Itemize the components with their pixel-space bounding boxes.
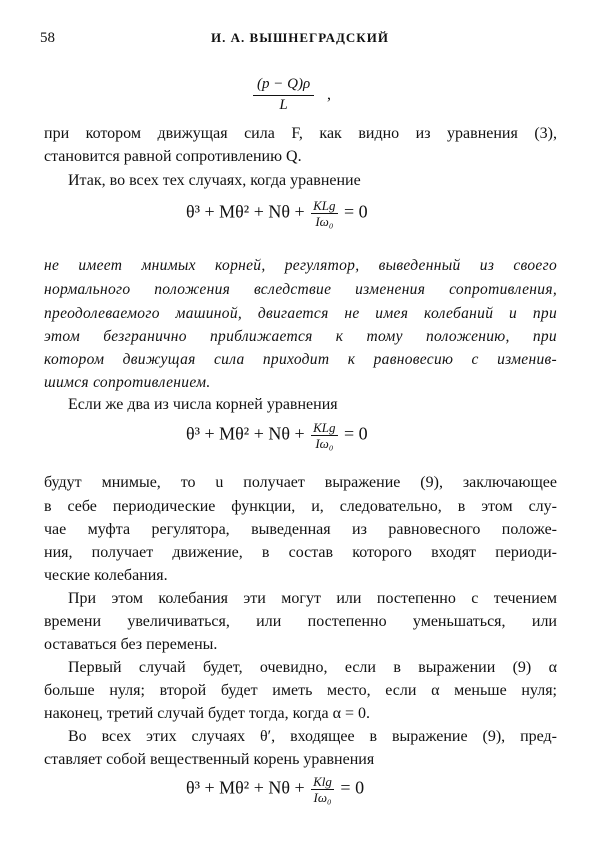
paragraph6-line2: времени увеличиваться, или постепенно уменьшаться, или [44,613,557,630]
equation-2-denominator: Iω₀ [315,436,334,451]
equation-1-denominator: Iω₀ [315,214,334,229]
paragraph5-line5: ческие колебания. [44,567,168,584]
paragraph3-line4: этом безгранично приближается к тому положению, при [44,328,557,345]
equation-3-rhs: = 0 [340,777,365,798]
paragraph6-line1: При этом колебания эти могут или постепенно с течением [68,590,557,607]
formula-top [253,76,314,114]
paragraph3-line6: шимся сопротивлением. [44,374,211,391]
equation-1-numerator: KLg [313,198,336,213]
equation-3 [186,774,364,805]
running-title: И. А. ВЫШНЕГРАДСКИЙ [211,30,389,45]
formula-top-comma: , [327,86,331,103]
paragraph7-line2: больше нуля; второй будет иметь место, если α меньше нуля; [44,682,557,699]
paragraph7-line3: наконец, третий случай будет тогда, когда α = 0. [44,705,370,722]
paragraph5-line1: будут мнимые, то u получает выражение (9), заключающее [44,474,557,491]
paragraph8-line2: ставляет собой вещественный корень уравнения [44,751,375,768]
paragraph5-line2: в себе периодические функции, и, следовательно, в этом слу- [44,498,557,515]
equation-1-rhs: = 0 [344,201,368,222]
paragraph2-line1: Итак, во всех тех случаях, когда уравнение [68,172,361,189]
paragraph1-line2: становится равной сопротивлению Q. [44,148,302,165]
equation-3-numerator: Klg [313,774,332,789]
paragraph3-line5: котором движущая сила приходит к равновесию с изменив- [44,351,557,368]
paragraph3-line2: нормального положения вследствие изменения сопротивления, [44,281,557,298]
equation-1 [186,198,368,229]
equation-1-fraction [311,198,337,229]
page-header [40,28,560,50]
equation-1-lhs: θ³ + Mθ² + Nθ + [186,201,305,222]
equation-3-lhs: θ³ + Mθ² + Nθ + [186,777,305,798]
page-number: 58 [40,30,55,46]
paragraph4-line1: Если же два из числа корней уравнения [68,396,338,413]
equation-2-fraction [311,420,337,451]
paragraph5-line4: ния, получает движение, в состав которого входят периоди- [44,544,557,561]
paragraph6-line3: оставаться без перемены. [44,636,218,653]
paragraph8-line1: Во всех этих случаях θ′, входящее в выражение (9), пред- [68,728,557,745]
equation-2-lhs: θ³ + Mθ² + Nθ + [186,423,305,444]
formula-top-numerator: (p − Q)ρ [257,76,311,92]
formula-top-denominator: L [279,97,288,113]
paragraph7-line1: Первый случай будет, очевидно, если в выражении (9) α [68,659,557,676]
equation-3-denominator: Iω₀ [313,790,332,805]
paragraph5-line3: чае муфта регулятора, выведенная из равновесного положе- [44,521,557,538]
paragraph1-line1: при котором движущая сила F, как видно из уравнения (3), [44,125,557,142]
paragraph3-line1: не имеет мнимых корней, регулятор, выведенный из своего [44,257,557,274]
equation-3-fraction [311,774,334,805]
equation-2-rhs: = 0 [344,423,368,444]
equation-2-numerator: KLg [313,420,336,435]
equation-2 [186,420,368,451]
paragraph3-line3: преодолеваемого машиной, двигается не имея колебаний и при [44,305,557,322]
